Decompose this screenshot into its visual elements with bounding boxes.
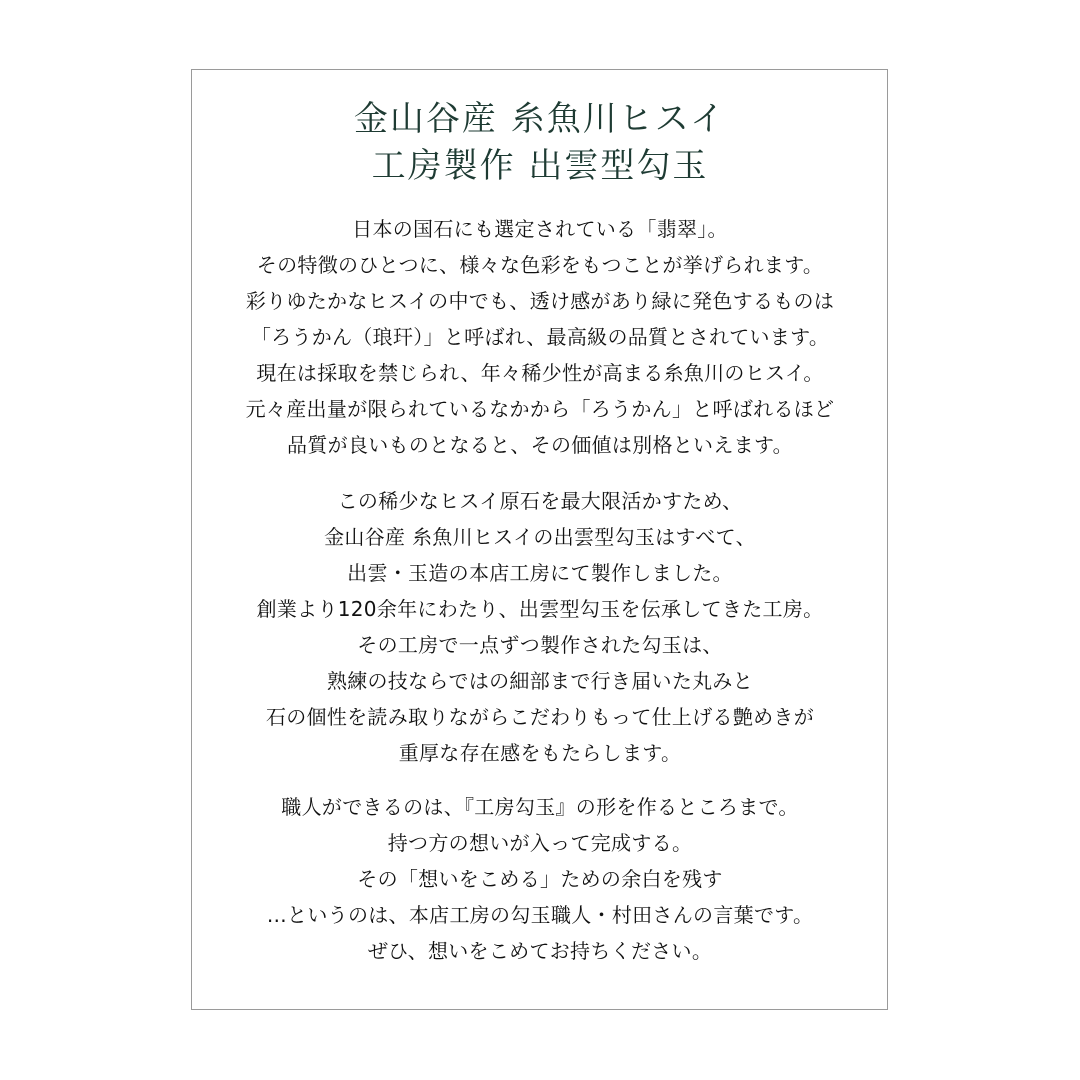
paragraph-3 — [0, 789, 1080, 969]
paragraph-line: ぜひ、想いをこめてお持ちください。 — [367, 939, 713, 963]
paragraph-line: 石の個性を読み取りながらこだわりもって仕上げる艶めきが — [265, 705, 815, 729]
paragraph-line: 元々産出量が限られているなかから「ろうかん」と呼ばれるほど — [245, 397, 835, 421]
title-line-1: 金山谷産 糸魚川ヒスイ — [353, 99, 727, 139]
paragraph-line: その特徴のひとつに、様々な色彩をもつことが挙げられます。 — [256, 253, 824, 277]
paragraph-1 — [0, 211, 1080, 463]
paragraph-line: 職人ができるのは、『工房勾玉』の形を作るところまで。 — [281, 795, 799, 819]
paragraph-line: 品質が良いものとなると、その価値は別格といえます。 — [287, 433, 793, 457]
page-title — [0, 96, 1080, 190]
paragraph-line: 金山谷産 糸魚川ヒスイの出雲型勾玉はすべて、 — [324, 525, 756, 549]
paragraph-line: その「想いをこめる」ための余白を残す — [357, 867, 723, 891]
paragraph-line: 彩りゆたかなヒスイの中でも、透け感があり緑に発色するものは — [245, 289, 835, 313]
paragraph-line: 現在は採取を禁じられ、年々稀少性が高まる糸魚川のヒスイ。 — [256, 361, 824, 385]
paragraph-line: この稀少なヒスイ原石を最大限活かすため、 — [337, 489, 743, 513]
paragraph-line: 持つ方の想いが入って完成する。 — [387, 831, 693, 855]
paragraph-2 — [0, 483, 1080, 771]
title-line-2: 工房製作 出雲型勾玉 — [371, 146, 709, 186]
paragraph-line: 熟練の技ならではの細部まで行き届いた丸みと — [326, 669, 754, 693]
paragraph-line: 「ろうかん（琅玕）」と呼ばれ、最高級の品質とされています。 — [250, 325, 830, 349]
paragraph-line: …というのは、本店工房の勾玉職人・村田さんの言葉です。 — [266, 903, 814, 927]
paragraph-line: 重厚な存在感をもたらします。 — [398, 741, 682, 765]
paragraph-line: 日本の国石にも選定されている「翡翠」。 — [352, 217, 728, 241]
paragraph-line: 出雲・玉造の本店工房にて製作しました。 — [347, 561, 733, 585]
paragraph-line: その工房で一点ずつ製作された勾玉は、 — [357, 633, 723, 657]
paragraph-line: 創業より120余年にわたり、出雲型勾玉を伝承してきた工房。 — [256, 597, 824, 621]
